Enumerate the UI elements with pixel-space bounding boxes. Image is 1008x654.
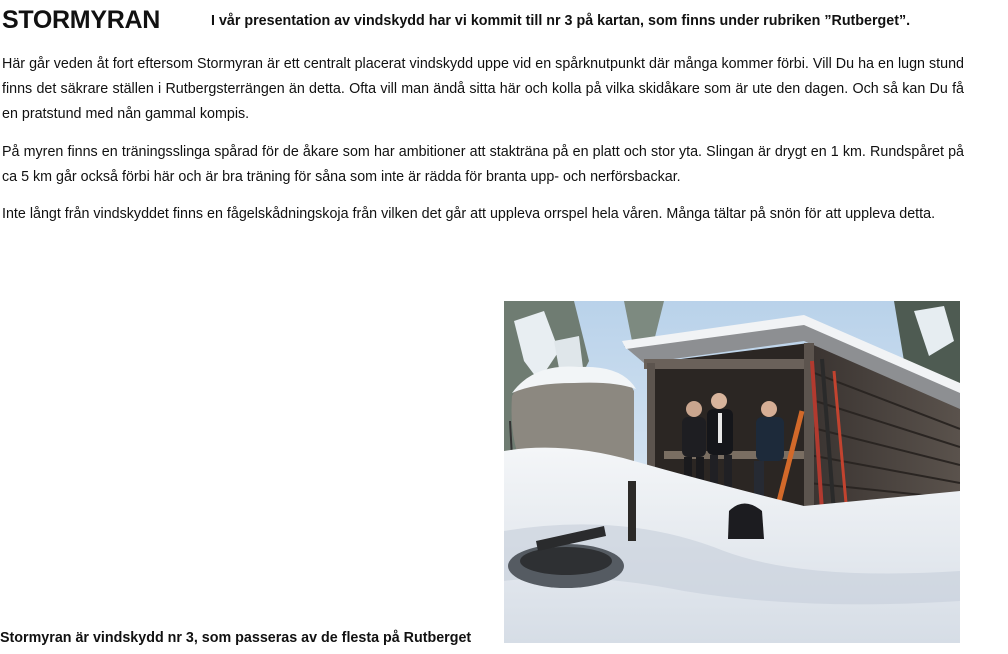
paragraph-2: På myren finns en träningsslinga spårad för de åkare som har ambitioner att staktränа på en platt och stor yta. Slingan är drygt en 1 km. Rundspåret på ca 5 km går också förbi här och är bra träning för såna som inte är rädda för branta upp- och nerförsbackar. [2, 144, 964, 185]
paragraph-3: Inte långt från vindskyddet finns en fågelskådningskoja från vilken det går att uppleva orrspel hela våren. Många tältar på snön för att uppleva detta. [2, 206, 936, 222]
intro-text: I vår presentation av vindskydd har vi kommit till nr 3 på kartan, som finns under rubriken ”Rutberget”. [211, 13, 911, 29]
paragraph-1: Här går veden åt fort eftersom Stormyran är ett centralt placerat vindskydd uppe vid en spårknutpunkt där många kommer förbi. Vill Du ha en lugn stund finns det säkrare ställen i Rutbergsterrängen än detta. Ofta vill man ändå sitta här och kolla på vilka skidåkare som är ute den dagen. Och så kan Du få en pratstund med nån gammal kompis. [2, 56, 964, 122]
page-title: STORMYRAN [2, 6, 160, 34]
photo-caption: Stormyran är vindskydd nr 3, som passeras av de flesta på Rutberget [0, 630, 472, 646]
document-header [2, 4, 1002, 36]
shelter-photo [504, 301, 960, 643]
